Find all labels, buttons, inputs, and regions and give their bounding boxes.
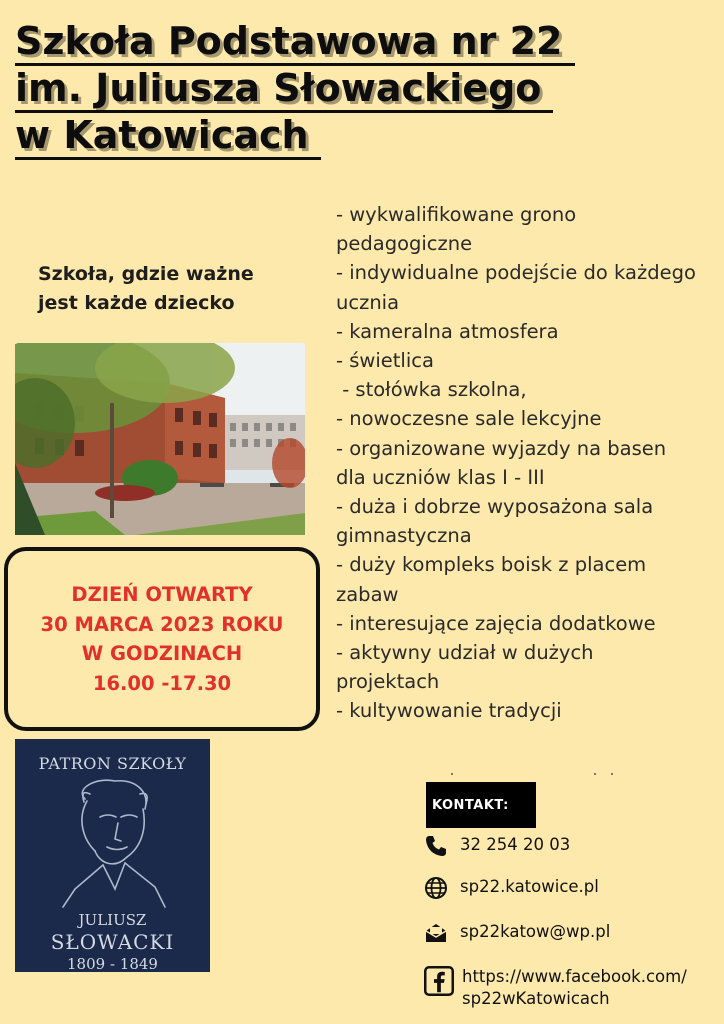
- title-line-3: w Katowicach: [15, 112, 715, 159]
- page-title: [15, 18, 715, 159]
- feature-line: - duża i dobrze wyposażona sala: [336, 495, 654, 519]
- contact-phone: 32 254 20 03: [460, 835, 571, 854]
- patron-plaque: [15, 739, 210, 972]
- facebook-url-line-1: https://www.facebook.com/: [462, 967, 687, 986]
- patron-heading: PATRON SZKOŁY: [38, 754, 187, 773]
- tagline-line-1: Szkoła, gdzie ważne: [38, 263, 254, 285]
- feature-line: ucznia: [336, 290, 400, 314]
- title-line-1: Szkoła Podstawowa nr 22: [15, 18, 715, 65]
- globe-icon: [424, 876, 448, 900]
- feature-line: - indywidualne podejście do każdego: [336, 261, 696, 285]
- feature-line: - kameralna atmosfera: [336, 319, 559, 343]
- contact-label: KONTAKT:: [426, 782, 536, 828]
- tagline-line-2: jest każde dziecko: [38, 292, 235, 314]
- contact-email[interactable]: sp22katow@wp.pl: [460, 922, 611, 941]
- feature-line: - nowoczesne sale lekcyjne: [336, 407, 602, 431]
- contact-email-row: [424, 921, 610, 945]
- feature-line: - organizowane wyjazdy na basen: [336, 436, 667, 460]
- facebook-url-line-2: sp22wKatowicach: [462, 989, 610, 1008]
- feature-line: - duży kompleks boisk z placem: [336, 553, 647, 577]
- open-day-hours: 16.00 -17.30: [92, 671, 232, 695]
- feature-line: - kultywowanie tradycji: [336, 699, 562, 723]
- open-day-date: 30 MARCA 2023 ROKU: [40, 612, 284, 636]
- open-day-hours-label: W GODZINACH: [81, 642, 243, 665]
- feature-line: - świetlica: [336, 349, 434, 373]
- open-day-heading: DZIEŃ OTWARTY: [71, 583, 253, 606]
- decorative-dots: [450, 773, 620, 775]
- open-day-box: [4, 547, 320, 731]
- facebook-icon: [424, 966, 454, 996]
- feature-line: - aktywny udział w dużych: [336, 641, 594, 665]
- feature-line: projektach: [336, 670, 440, 694]
- contact-website-row: [424, 876, 599, 900]
- contact-website[interactable]: sp22.katowice.pl: [460, 877, 599, 896]
- patron-first-name: JULIUSZ: [78, 911, 147, 929]
- feature-line: - wykwalifikowane grono: [336, 203, 577, 226]
- feature-line: dla uczniów klas I - III: [336, 465, 545, 489]
- feature-line: - interesujące zajęcia dodatkowe: [336, 611, 656, 635]
- phone-icon: [424, 834, 448, 858]
- envelope-icon: [424, 921, 448, 945]
- contact-facebook-row: [424, 966, 687, 1010]
- feature-line: zabaw: [336, 582, 399, 606]
- patron-name: [15, 909, 210, 972]
- feature-line: pedagogiczne: [336, 232, 473, 256]
- patron-years: 1809 - 1849: [67, 955, 158, 972]
- school-photo: [15, 343, 305, 535]
- contact-facebook[interactable]: [462, 966, 687, 1010]
- patron-last-name: SŁOWACKI: [50, 930, 175, 954]
- feature-line: gimnastyczna: [336, 524, 472, 548]
- feature-line: - stołówka szkolna,: [336, 378, 527, 402]
- tagline: [38, 260, 288, 318]
- features-list: [336, 200, 721, 726]
- title-line-2: im. Juliusza Słowackiego: [15, 65, 715, 112]
- contact-phone-row: [424, 834, 570, 858]
